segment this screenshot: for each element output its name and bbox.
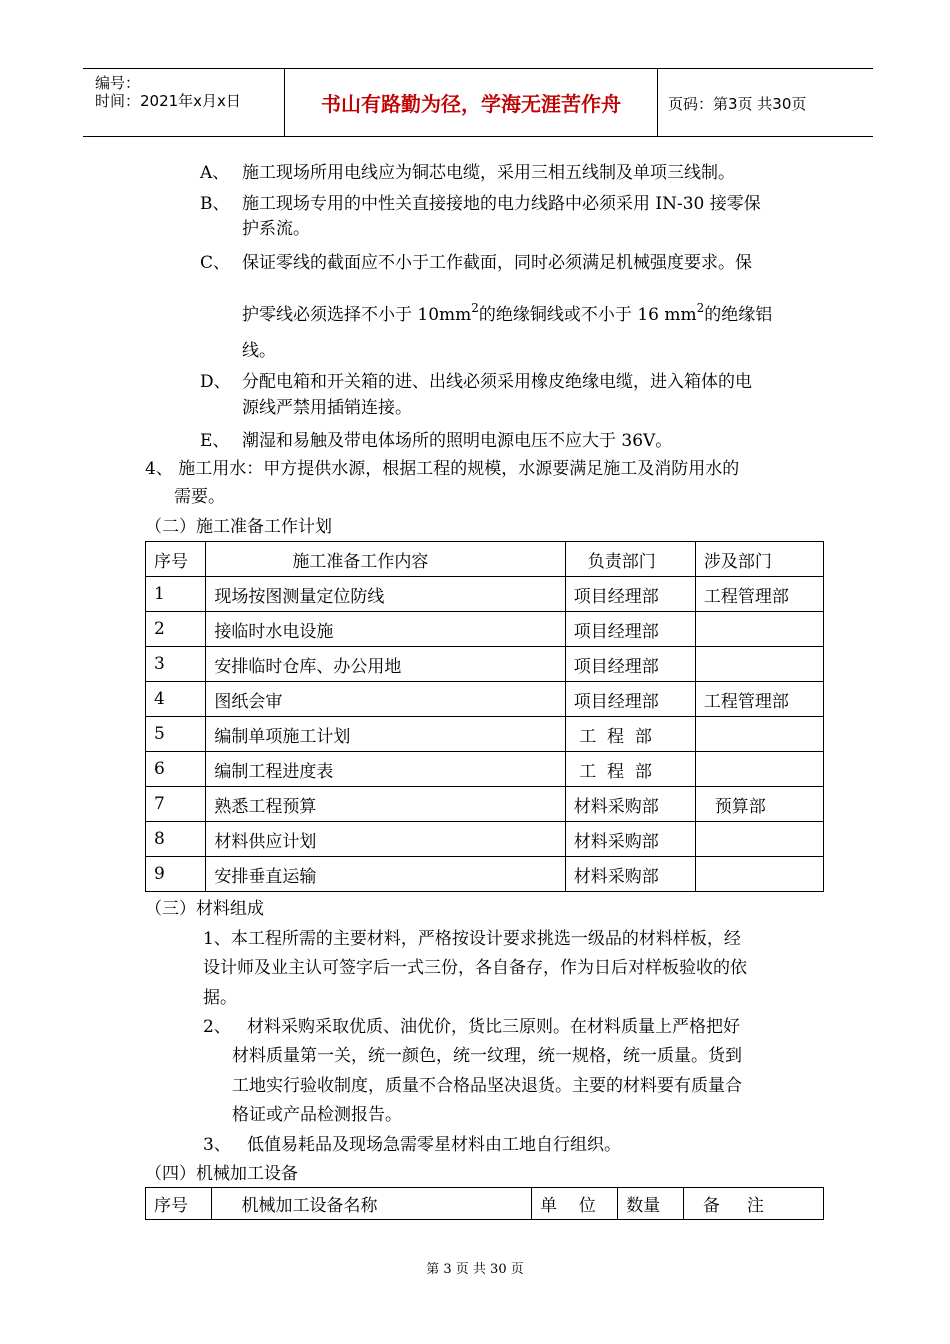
item-b <box>200 193 761 215</box>
header-page-label: 页码：第3页 共30页 <box>668 95 807 113</box>
table-row <box>146 857 824 892</box>
table-cell: 编制单项施工计划 <box>206 717 565 752</box>
machinery-table <box>145 1187 824 1220</box>
item-text: 保证零线的截面应不小于工作截面，同时必须满足机械强度要求。保 <box>242 253 752 273</box>
materials-line: 格证或产品检测报告。 <box>232 1105 402 1125</box>
col-header: 机械加工设备名称 <box>211 1188 531 1220</box>
item-d <box>200 371 752 393</box>
table-cell: 9 <box>146 857 206 892</box>
preparation-plan-table <box>145 541 824 892</box>
table-cell: 2 <box>146 612 206 647</box>
col-header: 施工准备工作内容 <box>206 542 565 577</box>
item-c <box>200 252 752 274</box>
page-footer: 第 3 页 共 30 页 <box>426 1262 524 1277</box>
header-motto: 书山有路勤为径，学海无涯苦作舟 <box>285 69 658 136</box>
col-header: 单 位 <box>532 1188 618 1220</box>
item-mark: B、 <box>200 194 230 214</box>
materials-line: 据。 <box>203 988 237 1008</box>
document-number-label: 编号： <box>95 74 141 92</box>
item-text: 施工现场专用的中性关直接接地的电力线路中必须采用 IN-30 接零保 <box>242 194 761 214</box>
table-row <box>146 577 824 612</box>
section-4-title: （四）机械加工设备 <box>145 1164 298 1184</box>
table-cell: 工 程 部 <box>565 717 695 752</box>
table-cell: 6 <box>146 752 206 787</box>
table-row <box>146 647 824 682</box>
materials-line: 工地实行验收制度，质量不合格品坚决退货。主要的材料要有质量合 <box>232 1076 742 1096</box>
item-text: 施工现场所用电线应为铜芯电缆，采用三相五线制及单项三线制。 <box>242 163 735 183</box>
page-header <box>83 68 873 137</box>
text-part: 的绝缘铝 <box>704 305 773 325</box>
table-cell: 工 程 部 <box>565 752 695 787</box>
table-cell: 项目经理部 <box>565 612 695 647</box>
table-cell: 预算部 <box>695 787 823 822</box>
section-3-title: （三）材料组成 <box>145 899 264 919</box>
item-text: 潮湿和易触及带电体场所的照明电源电压不应大于 36V。 <box>242 431 673 451</box>
table-cell: 7 <box>146 787 206 822</box>
col-header: 序号 <box>146 1188 212 1220</box>
item-e <box>200 430 672 452</box>
table-cell: 项目经理部 <box>565 682 695 717</box>
item-b-cont: 护系流。 <box>242 219 310 239</box>
table-cell: 1 <box>146 577 206 612</box>
header-meta <box>83 69 285 136</box>
materials-line: 设计师及业主认可签字后一式三份，各自备存，作为日后对样板验收的依 <box>203 958 747 978</box>
table-cell: 编制工程进度表 <box>206 752 565 787</box>
table-header-row <box>146 542 824 577</box>
item-text: 分配电箱和开关箱的进、出线必须采用橡皮绝缘电缆，进入箱体的电 <box>242 372 752 392</box>
item-a <box>200 162 735 184</box>
table-cell <box>695 752 823 787</box>
table-cell: 熟悉工程预算 <box>206 787 565 822</box>
table-cell: 项目经理部 <box>565 647 695 682</box>
item-mark: D、 <box>200 372 231 392</box>
table-cell: 材料采购部 <box>565 787 695 822</box>
table-cell: 安排垂直运输 <box>206 857 565 892</box>
materials-line: 2、 材料采购采取优质、油优价，货比三原则。在材料质量上严格把好 <box>203 1017 741 1037</box>
table-row <box>146 787 824 822</box>
item-mark: E、 <box>200 431 230 451</box>
table-row <box>146 752 824 787</box>
table-cell <box>695 612 823 647</box>
col-header: 涉及部门 <box>695 542 823 577</box>
col-header: 负责部门 <box>565 542 695 577</box>
materials-line: 材料质量第一关，统一颜色，统一纹理，统一规格，统一质量。货到 <box>232 1046 742 1066</box>
item-d-cont: 源线严禁用插销连接。 <box>242 398 412 418</box>
table-cell: 接临时水电设施 <box>206 612 565 647</box>
document-time-label: 时间：2021年x月x日 <box>95 92 241 110</box>
table-cell: 材料采购部 <box>565 857 695 892</box>
table-cell <box>695 857 823 892</box>
table-cell: 工程管理部 <box>695 682 823 717</box>
water-line-1: 4、 施工用水：甲方提供水源，根据工程的规模，水源要满足施工及消防用水的 <box>145 459 740 479</box>
table-cell: 安排临时仓库、办公用地 <box>206 647 565 682</box>
item-mark: A、 <box>200 163 230 183</box>
table-cell <box>695 822 823 857</box>
table-cell <box>695 647 823 682</box>
materials-line: 1、本工程所需的主要材料，严格按设计要求挑选一级品的材料样板，经 <box>203 929 741 949</box>
table-cell: 3 <box>146 647 206 682</box>
table-row <box>146 717 824 752</box>
table-row <box>146 822 824 857</box>
col-header: 数量 <box>618 1188 684 1220</box>
table-row <box>146 612 824 647</box>
text-part: 护零线必须选择不小于 10mm <box>242 305 472 325</box>
table-cell: 现场按图测量定位防线 <box>206 577 565 612</box>
table-cell <box>695 717 823 752</box>
table-cell: 材料供应计划 <box>206 822 565 857</box>
item-mark: C、 <box>200 253 231 273</box>
item-c-line3: 线。 <box>242 341 276 361</box>
superscript: 2 <box>696 301 705 315</box>
table-cell: 工程管理部 <box>695 577 823 612</box>
water-line-2: 需要。 <box>174 487 225 507</box>
superscript: 2 <box>471 301 479 315</box>
table-cell: 材料采购部 <box>565 822 695 857</box>
table-header-row <box>146 1188 824 1220</box>
table-cell: 8 <box>146 822 206 857</box>
item-c-line2 <box>242 297 772 326</box>
text-part: 的绝缘铜线或不小于 16 mm <box>478 305 697 325</box>
table-cell: 项目经理部 <box>565 577 695 612</box>
table-cell: 5 <box>146 717 206 752</box>
table-cell: 4 <box>146 682 206 717</box>
col-header: 备 注 <box>684 1188 824 1220</box>
section-2-title: （二）施工准备工作计划 <box>145 517 332 537</box>
materials-line: 3、 低值易耗品及现场急需零星材料由工地自行组织。 <box>203 1135 622 1155</box>
table-row <box>146 682 824 717</box>
table-cell: 图纸会审 <box>206 682 565 717</box>
col-header: 序号 <box>146 542 206 577</box>
